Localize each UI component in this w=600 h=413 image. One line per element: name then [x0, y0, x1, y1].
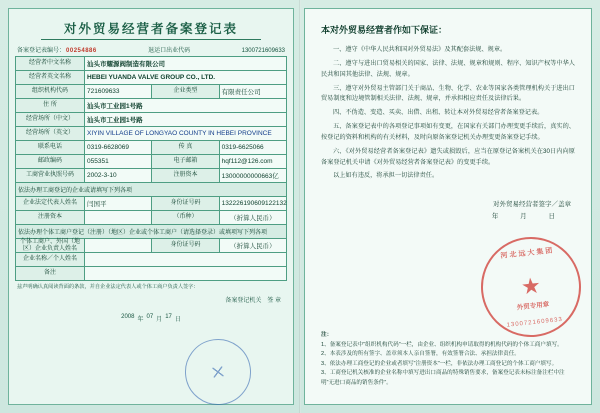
row-label-2: 身份证号码	[152, 239, 219, 253]
table-row	[16, 127, 287, 141]
row-label: 住 所	[16, 99, 85, 113]
row-value-2: （折算人民币）	[219, 211, 286, 225]
row-value	[85, 211, 152, 225]
row-value: XIYIN VILLAGE OF LONGYAO COUNTY IN HEBEI PROVINCE	[85, 127, 287, 141]
date-day-unit: 日	[174, 317, 181, 324]
company-red-seal	[476, 232, 586, 342]
table-row	[16, 253, 287, 267]
terms-title: 本对外贸易经营者作如下保证：	[321, 25, 448, 35]
table-row	[16, 267, 287, 281]
footer-item: 3、依法办理工商登记的企业或者填写“注册资本”一栏，非依法办理工商登记的个体工商户填写。	[321, 360, 558, 367]
row-value-2: 13000000000663亿	[219, 169, 286, 183]
row-label: 工商营业执照号码	[16, 169, 85, 183]
customs-code-value: 1300721609633	[241, 48, 285, 54]
terms-paragraph: 以上如有违反，将承担一切法律责任。	[333, 172, 439, 180]
row-label-2: 注册资本	[152, 169, 219, 183]
seal-mid-text: 外贸专用章	[516, 301, 550, 312]
section-header-row	[16, 183, 287, 197]
terms-paragraph: 三、遵守对外贸易主管部门关于商品、生物、化学、农业等国家各类管理机构关于进出口贸易制度和边境管制相关法律、法规、规章，并承担相应责任及法律后果。	[321, 84, 575, 103]
row-value: 0319-6628069	[85, 141, 152, 155]
remark-value	[85, 267, 287, 281]
row-value: 汕头市工业园1号路	[85, 113, 287, 127]
footer-notes	[321, 331, 575, 388]
row-value: 汕头市工业园1号路	[85, 99, 287, 113]
terms-paragraph: 六、《对外贸易经营者备案登记表》遗失或损毁后，应当在原登记备案机关在30日内向原备案登记机关申请《对外贸易经营者备案登记表》的变更手续。	[321, 147, 575, 166]
terms-paragraph: 二、遵守与进出口贸易相关的国家、法律、法规、规章和规则、程序、知识产权等中华人民共和国其他法律、法规、规章。	[321, 59, 575, 78]
row-label: 经营者英文名称	[16, 71, 85, 85]
agency-seal-stamp	[181, 335, 256, 410]
row-label-2: 传 真	[152, 141, 219, 155]
row-value: 闫国平	[85, 197, 152, 211]
date-year: 2008	[121, 314, 135, 321]
left-form-sheet	[8, 8, 294, 405]
terms-paragraph: 五、备案登记表中的各项登记事项如有变更，在国家有关部门办理变更手续后，真实的、按登记的资料和机构的有关材料，及时向原备案登记机关办理变更备案登记手续。	[321, 123, 575, 141]
declaration-text: 兹声明确认真阅读背面的条款，并自企业法定代表人或个体工商户负责人签字：	[17, 284, 199, 291]
row-label-2: （币种）	[152, 211, 219, 225]
customs-code-label: 退运口出业代码	[148, 48, 191, 54]
row-value-2: 132226190609122132	[219, 197, 286, 211]
row-value	[85, 253, 287, 267]
row-value-2: （折算人民币）	[219, 239, 286, 253]
date-month: 07	[146, 314, 154, 321]
operator-date-label: 年 月 日	[491, 213, 565, 221]
record-number-line	[15, 45, 287, 56]
row-value-2: 0319-6625066	[219, 141, 286, 155]
row-value-2: hqf112@126.com	[219, 155, 286, 169]
row-value	[85, 239, 152, 253]
star-icon: ★	[519, 272, 543, 300]
footer-item: 2、本表涉及的所有签字、盖章须本人亲自签署，有效签署合法、承担法律责任。	[321, 351, 520, 357]
sign-agency-label: 备案登记机关	[225, 298, 262, 305]
seal-arc-text: 河北远大集团	[500, 247, 555, 260]
terms-paragraph: 四、不伪造、变造、买卖、出借、出租、转让本对外贸易经营者备案登记表。	[333, 109, 544, 117]
title-underline	[41, 39, 261, 40]
section2-title: 依法办理工商登记的企业或请填写下列各项	[16, 183, 287, 197]
footer-title: 注：	[321, 332, 333, 338]
table-row	[16, 71, 287, 85]
row-label: 邮政编码	[16, 155, 85, 169]
right-terms-sheet	[304, 8, 592, 405]
table-row	[16, 169, 287, 183]
row-label: 经营场所（中文）	[16, 113, 85, 127]
row-value: 汕头市耀源阀制造有限公司	[85, 57, 287, 71]
row-value-2: 有限责任公司	[219, 85, 286, 99]
row-label: 企业法定代表人姓名	[16, 197, 85, 211]
row-label: 个体工商户、外国（地区）企业负责人姓名	[16, 239, 85, 253]
page-fold	[299, 0, 301, 413]
footer-item: 3、工商登记机关核准的企业名称中填写进出口商品的特殊销售要求，备案登记表未标注备注栏中注明“无进口商品的销售条件”。	[321, 370, 565, 386]
date-month-unit: 月	[156, 317, 163, 324]
seal-bottom-text: 1300721609633	[506, 316, 564, 329]
date-bar	[15, 314, 287, 323]
main-info-table	[15, 56, 287, 281]
operator-signature-label: 对外贸易经营者签字／盖章	[493, 201, 571, 209]
row-value: HEBEI YUANDA VALVE GROUP CO., LTD.	[85, 71, 287, 85]
table-row	[16, 141, 287, 155]
table-row	[16, 85, 287, 99]
table-row	[16, 99, 287, 113]
remark-label: 备注	[16, 267, 85, 281]
row-value: 055351	[85, 155, 152, 169]
table-row	[16, 155, 287, 169]
table-row	[16, 197, 287, 211]
sign-area	[15, 295, 287, 304]
record-no-value: 00254886	[66, 48, 97, 54]
section-header-row	[16, 225, 287, 239]
table-row	[16, 239, 287, 253]
table-row	[16, 113, 287, 127]
row-label: 联系电话	[16, 141, 85, 155]
row-label: 经营场所（英文）	[16, 127, 85, 141]
sign-seal-label: 签 章	[267, 298, 281, 305]
row-label-2: 电子邮箱	[152, 155, 219, 169]
section3-title: 依法办理个体工商户登记（注册）（地区）企业或个体工商户（请选择登录）或填项写下列各项	[16, 225, 287, 239]
row-label: 注册资本	[16, 211, 85, 225]
date-year-unit: 年	[137, 317, 144, 324]
date-day: 17	[165, 314, 172, 321]
terms-paragraph: 一、遵守《中华人民共和国对外贸易法》及其配套法规、规章。	[333, 46, 507, 53]
row-label: 企业名称／个人姓名	[16, 253, 85, 267]
row-label: 经营者中文名称	[16, 57, 85, 71]
table-row	[16, 211, 287, 225]
table-row	[16, 57, 287, 71]
record-no-label: 备案登记表编号：	[17, 48, 66, 54]
row-value: 721609633	[85, 85, 152, 99]
row-label: 组织机构代码	[16, 85, 85, 99]
row-value: 2002-3-10	[85, 169, 152, 183]
row-label-2: 身份证号码	[152, 197, 219, 211]
row-label-2: 企业类型	[152, 85, 219, 99]
footer-item: 1、备案登记表中“组织机构代码”一栏，由企业、组织机构申请取得的机构代码的个体工商户填写。	[321, 341, 563, 348]
form-title: 对外贸易经营者备案登记表	[63, 22, 238, 36]
